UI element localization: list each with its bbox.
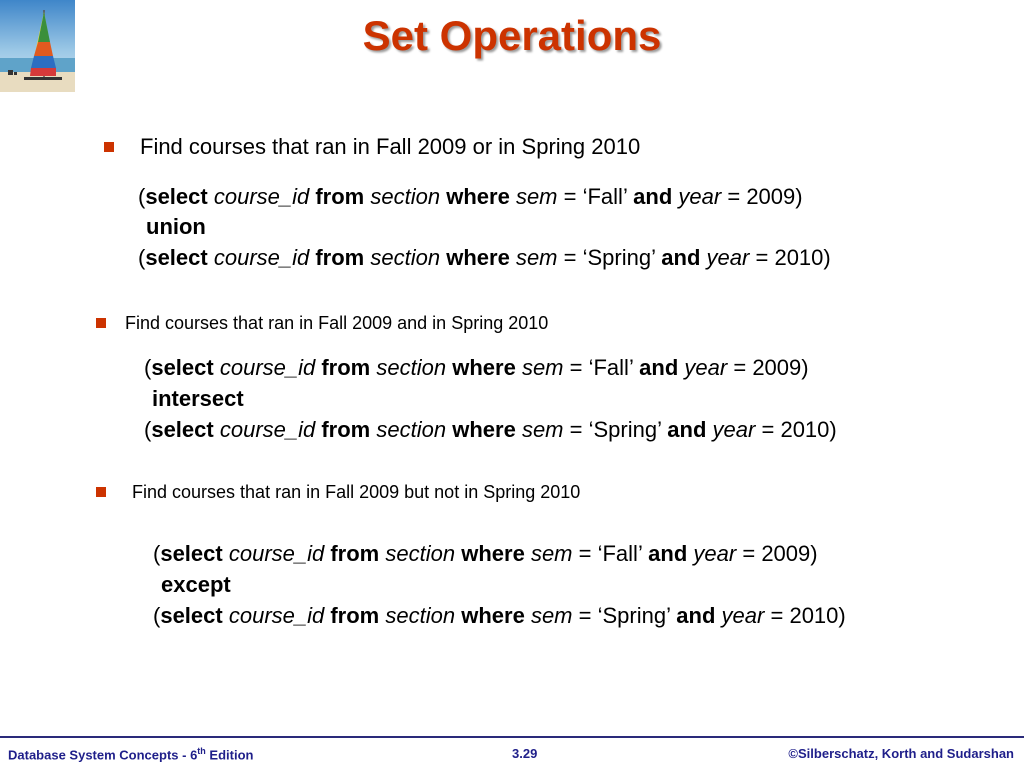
footer-book-title: Database System Concepts - 6th Edition: [8, 746, 254, 763]
query-line: (select course_id from section where sem = ‘Spring’ and year = 2010): [144, 417, 837, 442]
set-operator: intersect: [152, 386, 244, 411]
bullet-text: Find courses that ran in Fall 2009 or in Spring 2010: [140, 134, 641, 159]
bullet-text: Find courses that ran in Fall 2009 and in Spring 2010: [125, 312, 549, 333]
slide-title: Set Operations: [362, 12, 662, 59]
footer-copyright: ©Silberschatz, Korth and Sudarshan: [788, 746, 1014, 761]
query-line: (select course_id from section where sem = ‘Fall’ and year = 2009): [153, 541, 818, 566]
query-line: (select course_id from section where sem = ‘Fall’ and year = 2009): [138, 184, 803, 209]
bullet-square-icon: [96, 318, 106, 328]
set-operator: except: [161, 572, 231, 597]
bullet-square-icon: [96, 487, 106, 497]
bullet-item-union: [104, 136, 640, 158]
footer-page-number: 3.29: [512, 746, 538, 761]
query-line: (select course_id from section where sem = ‘Spring’ and year = 2010): [138, 245, 831, 270]
set-operator: union: [146, 214, 206, 239]
bullet-item-intersect: [96, 313, 548, 333]
bullet-item-except: [96, 482, 580, 502]
query-line: (select course_id from section where sem = ‘Spring’ and year = 2010): [153, 603, 846, 628]
query-line: (select course_id from section where sem = ‘Fall’ and year = 2009): [144, 355, 809, 380]
footer-divider: [0, 736, 1024, 738]
bullet-text: Find courses that ran in Fall 2009 but not in Spring 2010: [132, 481, 581, 502]
bullet-square-icon: [104, 142, 114, 152]
